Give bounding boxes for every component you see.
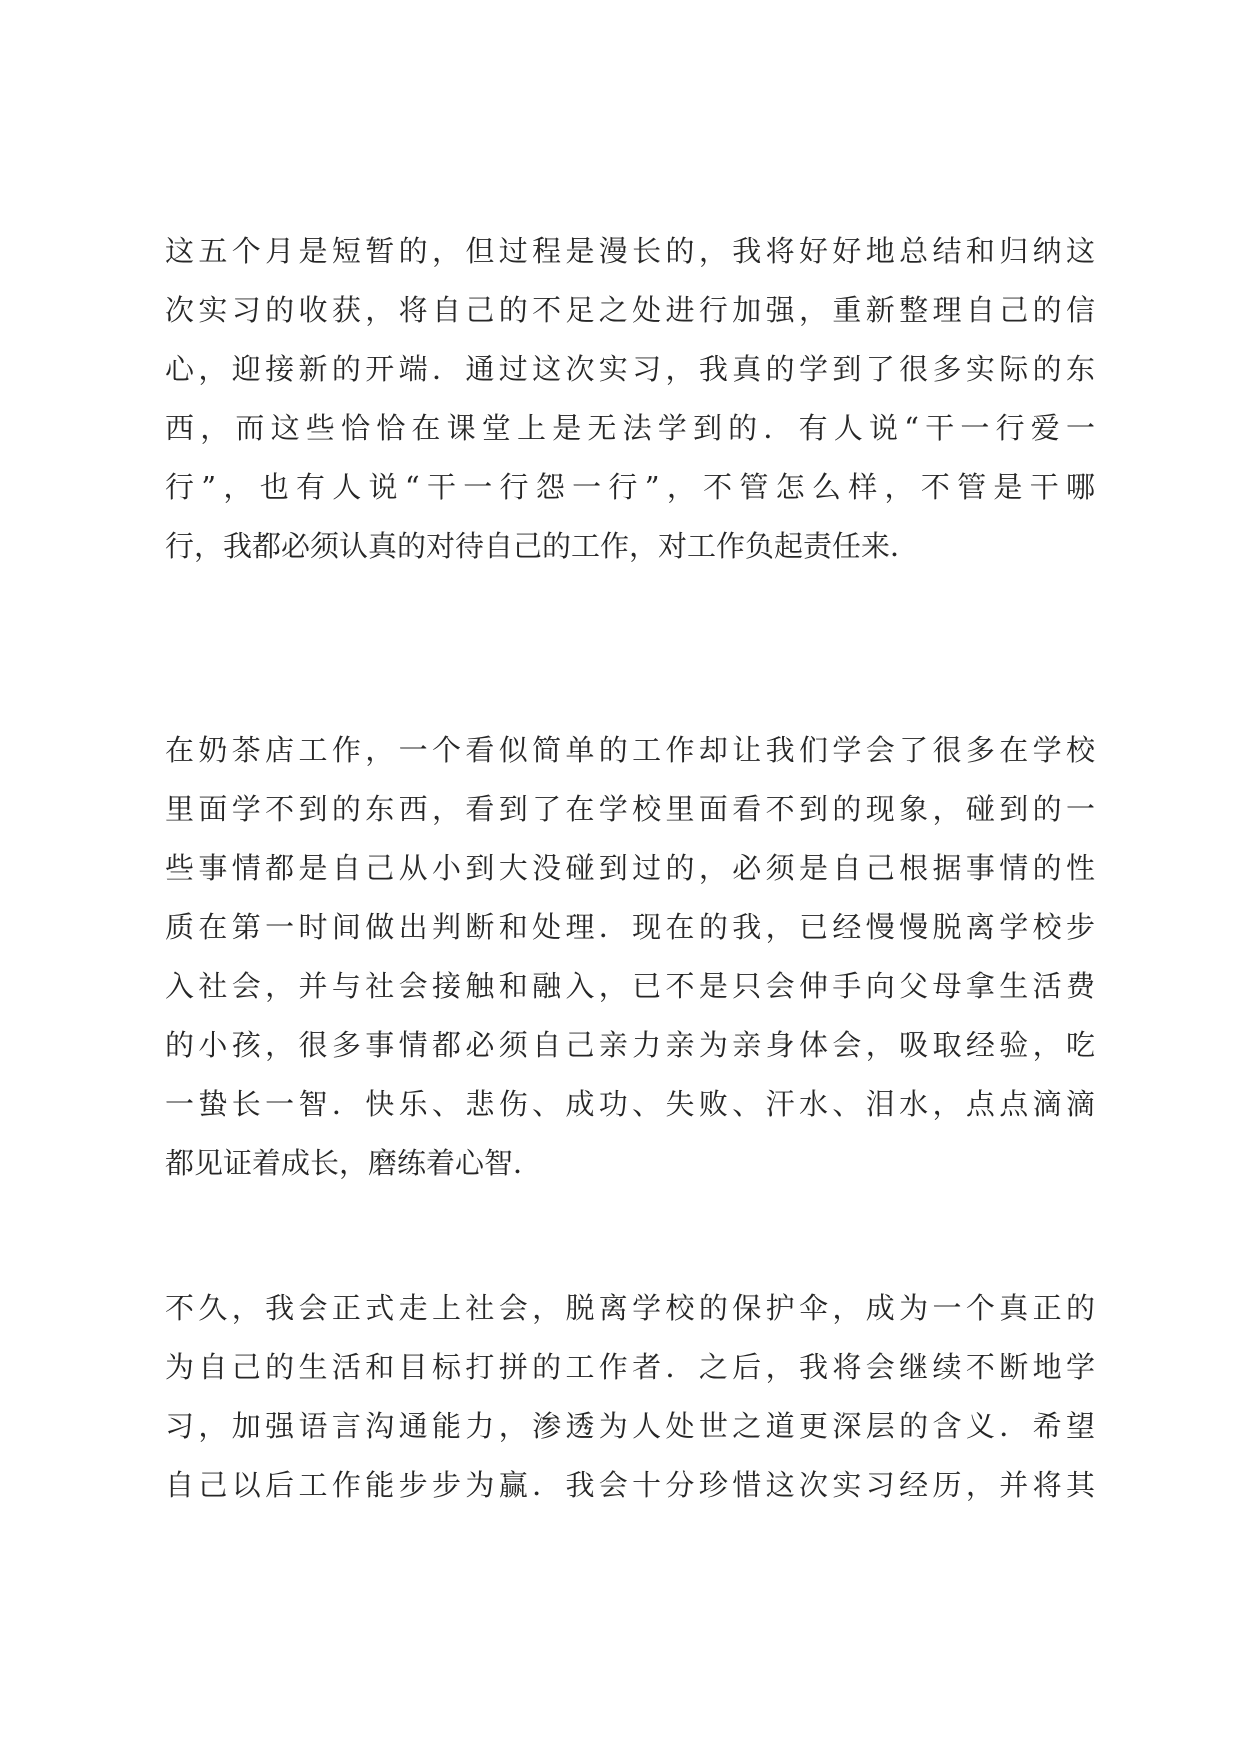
text-line: 一蛰长一智．快乐、悲伤、成功、失败、汗水、泪水，点点滴滴 — [165, 1087, 1095, 1121]
text-line: 次实习的收获，将自己的不足之处进行加强，重新整理自己的信 — [165, 293, 1095, 327]
text-line: 习，加强语言沟通能力，渗透为人处世之道更深层的含义．希望 — [165, 1409, 1095, 1443]
text-line: 质在第一时间做出判断和处理．现在的我，已经慢慢脱离学校步 — [165, 910, 1095, 944]
text-line: 在奶茶店工作，一个看似简单的工作却让我们学会了很多在学校 — [165, 733, 1095, 767]
text-line: 些事情都是自己从小到大没碰到过的，必须是自己根据事情的性 — [165, 851, 1095, 885]
text-line: 里面学不到的东西，看到了在学校里面看不到的现象，碰到的一 — [165, 792, 1095, 826]
text-line: 这五个月是短暂的，但过程是漫长的，我将好好地总结和归纳这 — [165, 234, 1095, 268]
text-line: 为自己的生活和目标打拼的工作者．之后，我将会继续不断地学 — [165, 1350, 1095, 1384]
text-line: 不久，我会正式走上社会，脱离学校的保护伞，成为一个真正的 — [165, 1291, 1095, 1325]
paragraph-1 — [165, 222, 1095, 576]
text-line: 西，而这些恰恰在课堂上是无法学到的．有人说“干一行爱一 — [165, 411, 1095, 445]
text-line: 的小孩，很多事情都必须自己亲力亲为亲身体会，吸取经验，吃 — [165, 1028, 1095, 1062]
text-line: 心，迎接新的开端．通过这次实习，我真的学到了很多实际的东 — [165, 352, 1095, 386]
text-line: 入社会，并与社会接触和融入，已不是只会伸手向父母拿生活费 — [165, 969, 1095, 1003]
text-line: 都见证着成长，磨练着心智． — [165, 1146, 543, 1180]
text-line: 行”，也有人说“干一行怨一行”，不管怎么样，不管是干哪 — [165, 470, 1095, 504]
text-line: 行，我都必须认真的对待自己的工作，对工作负起责任来． — [165, 529, 920, 563]
paragraph-3 — [165, 1279, 1095, 1515]
paragraph-2 — [165, 721, 1095, 1193]
text-line: 自己以后工作能步步为赢．我会十分珍惜这次实习经历，并将其 — [165, 1468, 1095, 1502]
